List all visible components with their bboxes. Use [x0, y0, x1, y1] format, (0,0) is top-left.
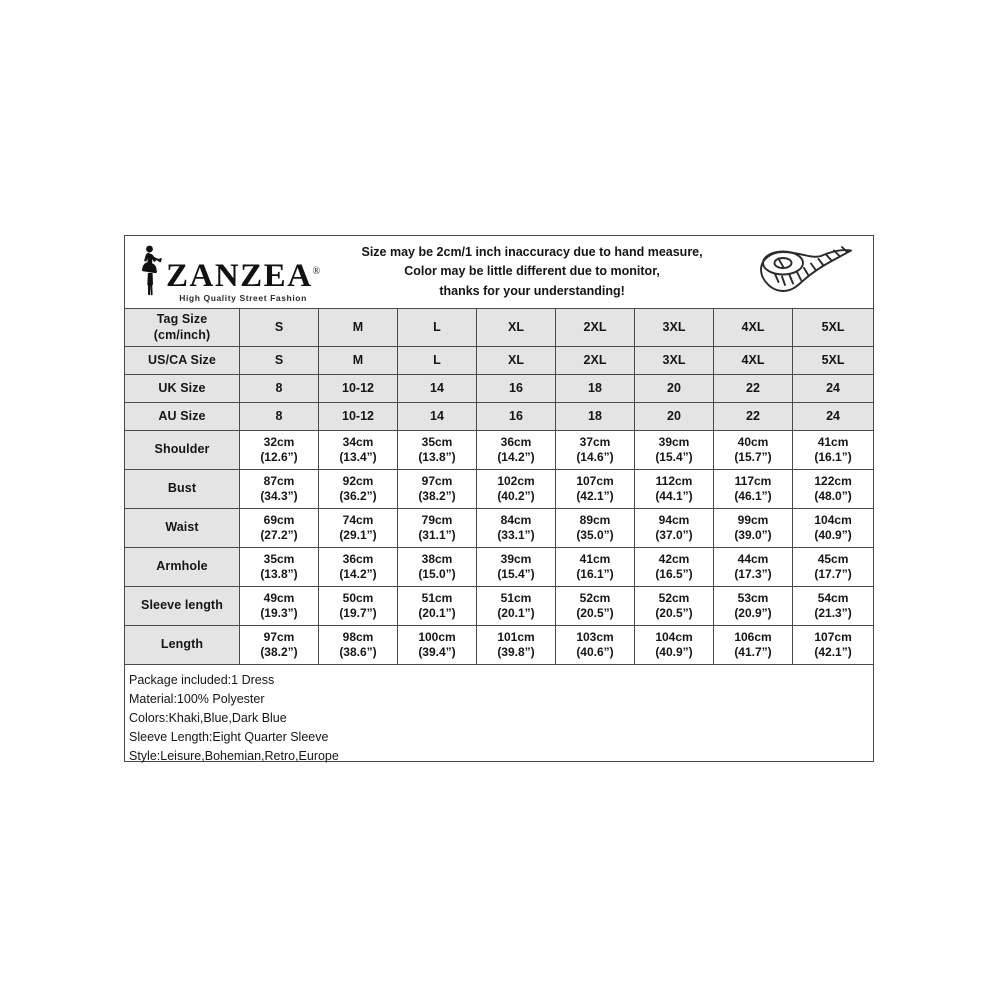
- measurement-inch: (16.1”): [814, 450, 852, 464]
- measuring-tape-icon: [745, 244, 865, 300]
- measurement-inch: (42.1”): [576, 489, 614, 503]
- measurement-cm: 107cm: [576, 474, 614, 488]
- measurement-cell: [793, 470, 874, 509]
- measurement-inch: (14.2”): [497, 450, 535, 464]
- measurement-inch: (15.4”): [655, 450, 693, 464]
- measurement-cell: [319, 626, 398, 665]
- row-label: Length: [125, 626, 240, 665]
- measurement-cell: [477, 470, 556, 509]
- measurement-cm: 54cm: [817, 591, 849, 605]
- measurement-cell: [398, 470, 477, 509]
- measurement-inch: (19.3”): [260, 606, 298, 620]
- measurement-cell: [714, 509, 793, 548]
- measurement-inch: (42.1”): [814, 645, 852, 659]
- size-cell: 2XL: [556, 347, 635, 375]
- measurement-inch: (40.9”): [655, 645, 693, 659]
- measurement-cm: 41cm: [817, 435, 849, 449]
- size-cell: 20: [635, 375, 714, 403]
- detail-line: Colors:Khaki,Blue,Dark Blue: [129, 711, 287, 725]
- size-cell: 14: [398, 403, 477, 431]
- size-cell: 8: [240, 375, 319, 403]
- measurement-cell: [240, 548, 319, 587]
- banner: [125, 236, 873, 308]
- measurement-cell: [477, 587, 556, 626]
- measurement-cm: 51cm: [500, 591, 532, 605]
- measurement-inch: (12.6”): [260, 450, 298, 464]
- measurement-cell: [240, 587, 319, 626]
- size-cell: M: [319, 347, 398, 375]
- measurement-cell: [398, 431, 477, 470]
- measurement-inch: (40.9”): [814, 528, 852, 542]
- measurement-cm: 100cm: [418, 630, 456, 644]
- measurement-cell: [714, 626, 793, 665]
- size-cell: 5XL: [793, 309, 874, 347]
- measurement-cm: 36cm: [500, 435, 532, 449]
- row-label-line: (cm/inch): [153, 327, 211, 342]
- measurement-inch: (13.4”): [339, 450, 377, 464]
- measurement-inch: (34.3”): [260, 489, 298, 503]
- measurement-inch: (35.0”): [576, 528, 614, 542]
- size-cell: 8: [240, 403, 319, 431]
- measurement-cm: 37cm: [579, 435, 611, 449]
- measurement-cell: [714, 587, 793, 626]
- measurement-cm: 79cm: [421, 513, 453, 527]
- banner-cell: [125, 236, 874, 309]
- size-cell: L: [398, 309, 477, 347]
- measurement-inch: (44.1”): [655, 489, 693, 503]
- measurement-cell: [477, 509, 556, 548]
- measurement-cm: 69cm: [263, 513, 295, 527]
- measurement-inch: (40.6”): [576, 645, 614, 659]
- measurement-inch: (41.7”): [734, 645, 772, 659]
- measurement-cm: 45cm: [817, 552, 849, 566]
- detail-line: Style:Leisure,Bohemian,Retro,Europe: [129, 749, 339, 763]
- measurement-inch: (19.7”): [339, 606, 377, 620]
- measurement-cm: 35cm: [263, 552, 295, 566]
- measurement-cm: 104cm: [655, 630, 693, 644]
- size-cell: 3XL: [635, 309, 714, 347]
- row-label: UK Size: [125, 375, 240, 403]
- measurement-inch: (38.2”): [260, 645, 298, 659]
- measurement-inch: (17.3”): [734, 567, 772, 581]
- measurement-cm: 106cm: [734, 630, 772, 644]
- size-cell: 10-12: [319, 403, 398, 431]
- woman-silhouette-icon: [139, 242, 165, 301]
- measurement-cm: 51cm: [421, 591, 453, 605]
- measurement-cm: 52cm: [579, 591, 611, 605]
- measurement-cm: 117cm: [734, 474, 772, 488]
- measurement-cm: 74cm: [342, 513, 374, 527]
- measurement-inch: (39.8”): [497, 645, 535, 659]
- size-cell: M: [319, 309, 398, 347]
- measurement-cell: [240, 626, 319, 665]
- measurement-cell: [714, 431, 793, 470]
- measurement-cell: [477, 626, 556, 665]
- measurement-cm: 122cm: [814, 474, 852, 488]
- size-cell: 18: [556, 375, 635, 403]
- measurement-inch: (20.1”): [418, 606, 456, 620]
- measurement-cell: [477, 431, 556, 470]
- measurement-inch: (21.3”): [814, 606, 852, 620]
- measurement-cell: [793, 509, 874, 548]
- table-row: [125, 587, 874, 626]
- measurement-cm: 34cm: [342, 435, 374, 449]
- measurement-inch: (14.2”): [339, 567, 377, 581]
- measurement-cell: [398, 587, 477, 626]
- measurement-cm: 38cm: [421, 552, 453, 566]
- measurement-cell: [556, 548, 635, 587]
- measurement-inch: (29.1”): [339, 528, 377, 542]
- row-label: Shoulder: [125, 431, 240, 470]
- measurement-inch: (20.5”): [655, 606, 693, 620]
- brand-logo: [139, 242, 319, 303]
- size-cell: 24: [793, 403, 874, 431]
- measurement-inch: (20.1”): [497, 606, 535, 620]
- measurement-cm: 92cm: [342, 474, 374, 488]
- measurement-cell: [793, 431, 874, 470]
- notice-line-2: Color may be little different due to monitor,: [404, 264, 660, 279]
- measurement-cm: 52cm: [658, 591, 690, 605]
- measurement-cell: [319, 470, 398, 509]
- measurement-cm: 98cm: [342, 630, 374, 644]
- table-row: [125, 375, 874, 403]
- measurement-cm: 36cm: [342, 552, 374, 566]
- measurement-inch: (15.0”): [418, 567, 456, 581]
- size-cell: 10-12: [319, 375, 398, 403]
- measurement-cell: [556, 470, 635, 509]
- size-cell: XL: [477, 347, 556, 375]
- measurement-inch: (13.8”): [260, 567, 298, 581]
- measurement-cell: [240, 431, 319, 470]
- measurement-inch: (27.2”): [260, 528, 298, 542]
- measurement-cell: [714, 548, 793, 587]
- brand-tagline: High Quality Street Fashion: [179, 292, 307, 303]
- detail-line: Material:100% Polyester: [129, 692, 265, 706]
- measurement-cell: [556, 587, 635, 626]
- measurement-cell: [556, 626, 635, 665]
- notice-line-3: thanks for your understanding!: [439, 283, 625, 298]
- measurement-cell: [635, 626, 714, 665]
- measurement-cm: 39cm: [658, 435, 690, 449]
- row-label: US/CA Size: [125, 347, 240, 375]
- measurement-inch: (48.0”): [814, 489, 852, 503]
- row-label: Sleeve length: [125, 587, 240, 626]
- measurement-inch: (39.4”): [418, 645, 456, 659]
- measurement-cm: 42cm: [658, 552, 690, 566]
- measurement-cm: 40cm: [737, 435, 769, 449]
- measurement-cell: [635, 587, 714, 626]
- measurement-inch: (14.6”): [576, 450, 614, 464]
- table-row: [125, 431, 874, 470]
- measurement-inch: (15.7”): [734, 450, 772, 464]
- measurement-cell: [793, 626, 874, 665]
- size-cell: S: [240, 309, 319, 347]
- detail-line: Package included:1 Dress: [129, 673, 275, 687]
- measurement-cm: 104cm: [814, 513, 852, 527]
- measurement-inch: (40.2”): [497, 489, 535, 503]
- measurement-cell: [398, 509, 477, 548]
- size-cell: S: [240, 347, 319, 375]
- measurement-cm: 35cm: [421, 435, 453, 449]
- measurement-cell: [793, 587, 874, 626]
- size-chart-container: [124, 235, 874, 762]
- size-cell: 20: [635, 403, 714, 431]
- measurement-inch: (31.1”): [418, 528, 456, 542]
- size-cell: XL: [477, 309, 556, 347]
- measurement-inch: (20.5”): [576, 606, 614, 620]
- size-cell: 18: [556, 403, 635, 431]
- size-cell: 5XL: [793, 347, 874, 375]
- table-row: [125, 548, 874, 587]
- row-label: [125, 309, 240, 347]
- measurement-inch: (36.2”): [339, 489, 377, 503]
- size-cell: 16: [477, 403, 556, 431]
- measurement-cell: [556, 431, 635, 470]
- table-row: [125, 309, 874, 347]
- measurement-cm: 103cm: [576, 630, 614, 644]
- measurement-cm: 32cm: [263, 435, 295, 449]
- measurement-cell: [635, 509, 714, 548]
- measurement-inch: (16.1”): [576, 567, 614, 581]
- notice-line-1: Size may be 2cm/1 inch inaccuracy due to hand measure,: [361, 244, 703, 259]
- measurement-cm: 84cm: [500, 513, 532, 527]
- measurement-cm: 97cm: [421, 474, 453, 488]
- size-cell: 22: [714, 403, 793, 431]
- table-row: [125, 626, 874, 665]
- measurement-inch: (33.1”): [497, 528, 535, 542]
- size-cell: 16: [477, 375, 556, 403]
- table-row: [125, 347, 874, 375]
- measurement-cell: [398, 626, 477, 665]
- measurement-inch: (39.0”): [734, 528, 772, 542]
- size-cell: 3XL: [635, 347, 714, 375]
- size-cell: 4XL: [714, 347, 793, 375]
- measurement-cm: 39cm: [500, 552, 532, 566]
- measurement-cell: [319, 431, 398, 470]
- brand-wordmark: [166, 258, 321, 303]
- measurement-cm: 94cm: [658, 513, 690, 527]
- measurement-cm: 50cm: [342, 591, 374, 605]
- measurement-cell: [714, 470, 793, 509]
- measurement-cm: 49cm: [263, 591, 295, 605]
- size-chart-table: [124, 235, 874, 665]
- row-label: Bust: [125, 470, 240, 509]
- measurement-cell: [793, 548, 874, 587]
- measurement-cell: [635, 548, 714, 587]
- measurement-cm: 99cm: [737, 513, 769, 527]
- size-cell: 22: [714, 375, 793, 403]
- measurement-cm: 102cm: [497, 474, 535, 488]
- measurement-cm: 107cm: [814, 630, 852, 644]
- measurement-cell: [240, 509, 319, 548]
- size-cell: L: [398, 347, 477, 375]
- table-row: [125, 509, 874, 548]
- measurement-cell: [240, 470, 319, 509]
- table-row: [125, 470, 874, 509]
- row-label: Armhole: [125, 548, 240, 587]
- measurement-cm: 101cm: [497, 630, 535, 644]
- measurement-inch: (37.0”): [655, 528, 693, 542]
- brand-name: ZANZEA®: [166, 258, 321, 295]
- measurement-cell: [635, 470, 714, 509]
- measurement-inch: (13.8”): [418, 450, 456, 464]
- size-cell: 2XL: [556, 309, 635, 347]
- measurement-cm: 44cm: [737, 552, 769, 566]
- measurement-inch: (38.6”): [339, 645, 377, 659]
- banner-row: [125, 236, 874, 309]
- size-cell: 14: [398, 375, 477, 403]
- size-cell: 4XL: [714, 309, 793, 347]
- measurement-cell: [319, 548, 398, 587]
- measurement-cm: 53cm: [737, 591, 769, 605]
- detail-line: Sleeve Length:Eight Quarter Sleeve: [129, 730, 329, 744]
- measurement-inch: (17.7”): [814, 567, 852, 581]
- measurement-cell: [556, 509, 635, 548]
- product-details-box: [124, 665, 874, 762]
- measurement-inch: (38.2”): [418, 489, 456, 503]
- row-label: AU Size: [125, 403, 240, 431]
- measurement-cm: 87cm: [263, 474, 295, 488]
- row-label: Waist: [125, 509, 240, 548]
- measurement-inch: (20.9”): [734, 606, 772, 620]
- measurement-cm: 89cm: [579, 513, 611, 527]
- measurement-inch: (15.4”): [497, 567, 535, 581]
- measurement-cell: [398, 548, 477, 587]
- table-row: [125, 403, 874, 431]
- measurement-cm: 97cm: [263, 630, 295, 644]
- measurement-cell: [635, 431, 714, 470]
- measurement-cell: [319, 509, 398, 548]
- measurement-notice: [319, 243, 745, 301]
- measurement-cm: 41cm: [579, 552, 611, 566]
- measurement-cell: [319, 587, 398, 626]
- measurement-cm: 112cm: [655, 474, 693, 488]
- registered-mark-icon: ®: [312, 266, 321, 278]
- measurement-inch: (16.5”): [655, 567, 693, 581]
- row-label-line: Tag Size: [156, 311, 208, 326]
- measurement-cell: [477, 548, 556, 587]
- measurement-inch: (46.1”): [734, 489, 772, 503]
- size-cell: 24: [793, 375, 874, 403]
